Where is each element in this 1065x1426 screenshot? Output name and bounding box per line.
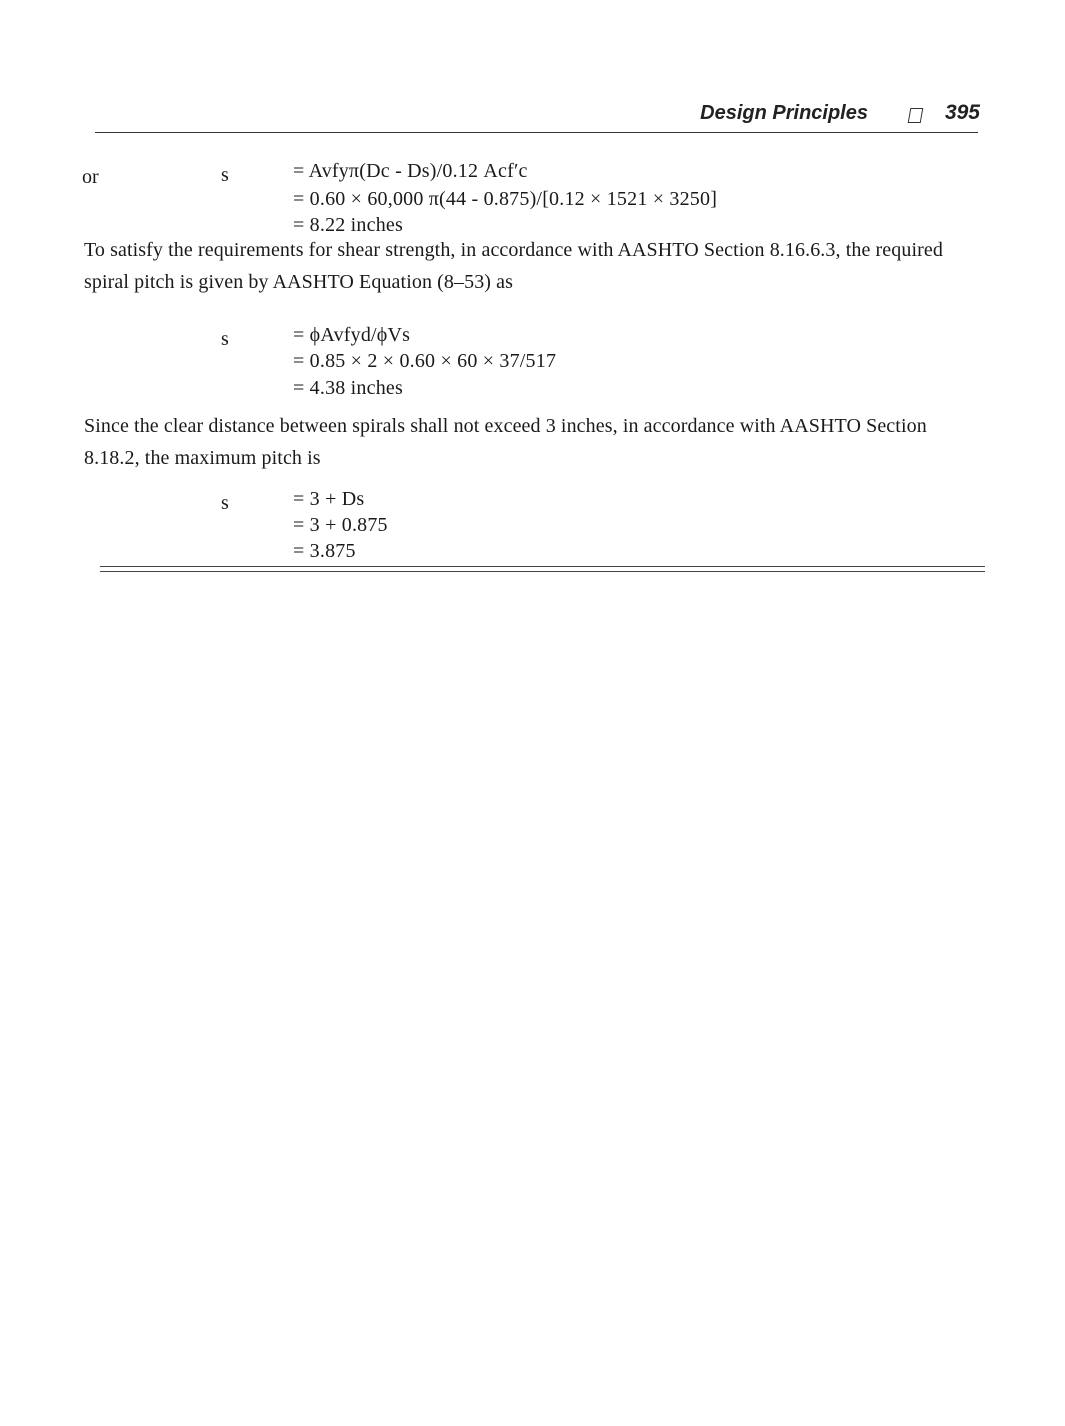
equation-variable: s — [221, 164, 229, 186]
equation-line: = ϕAvfyd/ϕVs — [293, 324, 411, 346]
running-header — [0, 98, 980, 128]
box-glyph-icon — [908, 108, 924, 123]
equation-line: = 3 + 0.875 — [293, 514, 388, 536]
page-number: 395 — [944, 101, 980, 124]
equation-line: = 8.22 inches — [293, 214, 403, 236]
header-rule — [95, 132, 978, 133]
body-paragraph: To satisfy the requirements for shear strength, in accordance with AASHTO Section 8.16.6.3, the required spiral pitch is given by AASHTO Equation (8–53) as — [84, 239, 943, 293]
equation-line: = 4.38 inches — [293, 377, 403, 399]
body-paragraph: Since the clear distance between spirals shall not exceed 3 inches, in accordance with AASHTO Section 8.18.2, the maximum pitch is — [84, 415, 927, 469]
section-title: Design Principles — [700, 102, 868, 124]
equation-prefix: or — [82, 166, 99, 188]
bottom-double-rule — [100, 566, 985, 572]
equation-line: = 0.85 × 2 × 0.60 × 60 × 37/517 — [293, 350, 557, 372]
equation-line: = 0.60 × 60,000 π(44 - 0.875)/[0.12 × 1521 × 3250] — [293, 188, 718, 210]
equation-variable: s — [221, 328, 229, 350]
equation-variable: s — [221, 492, 229, 514]
equation-line: = Avfyπ(Dc - Ds)/0.12 Acf′c — [293, 160, 528, 182]
equation-line: = 3.875 — [293, 540, 356, 562]
equation-line: = 3 + Ds — [293, 488, 365, 510]
